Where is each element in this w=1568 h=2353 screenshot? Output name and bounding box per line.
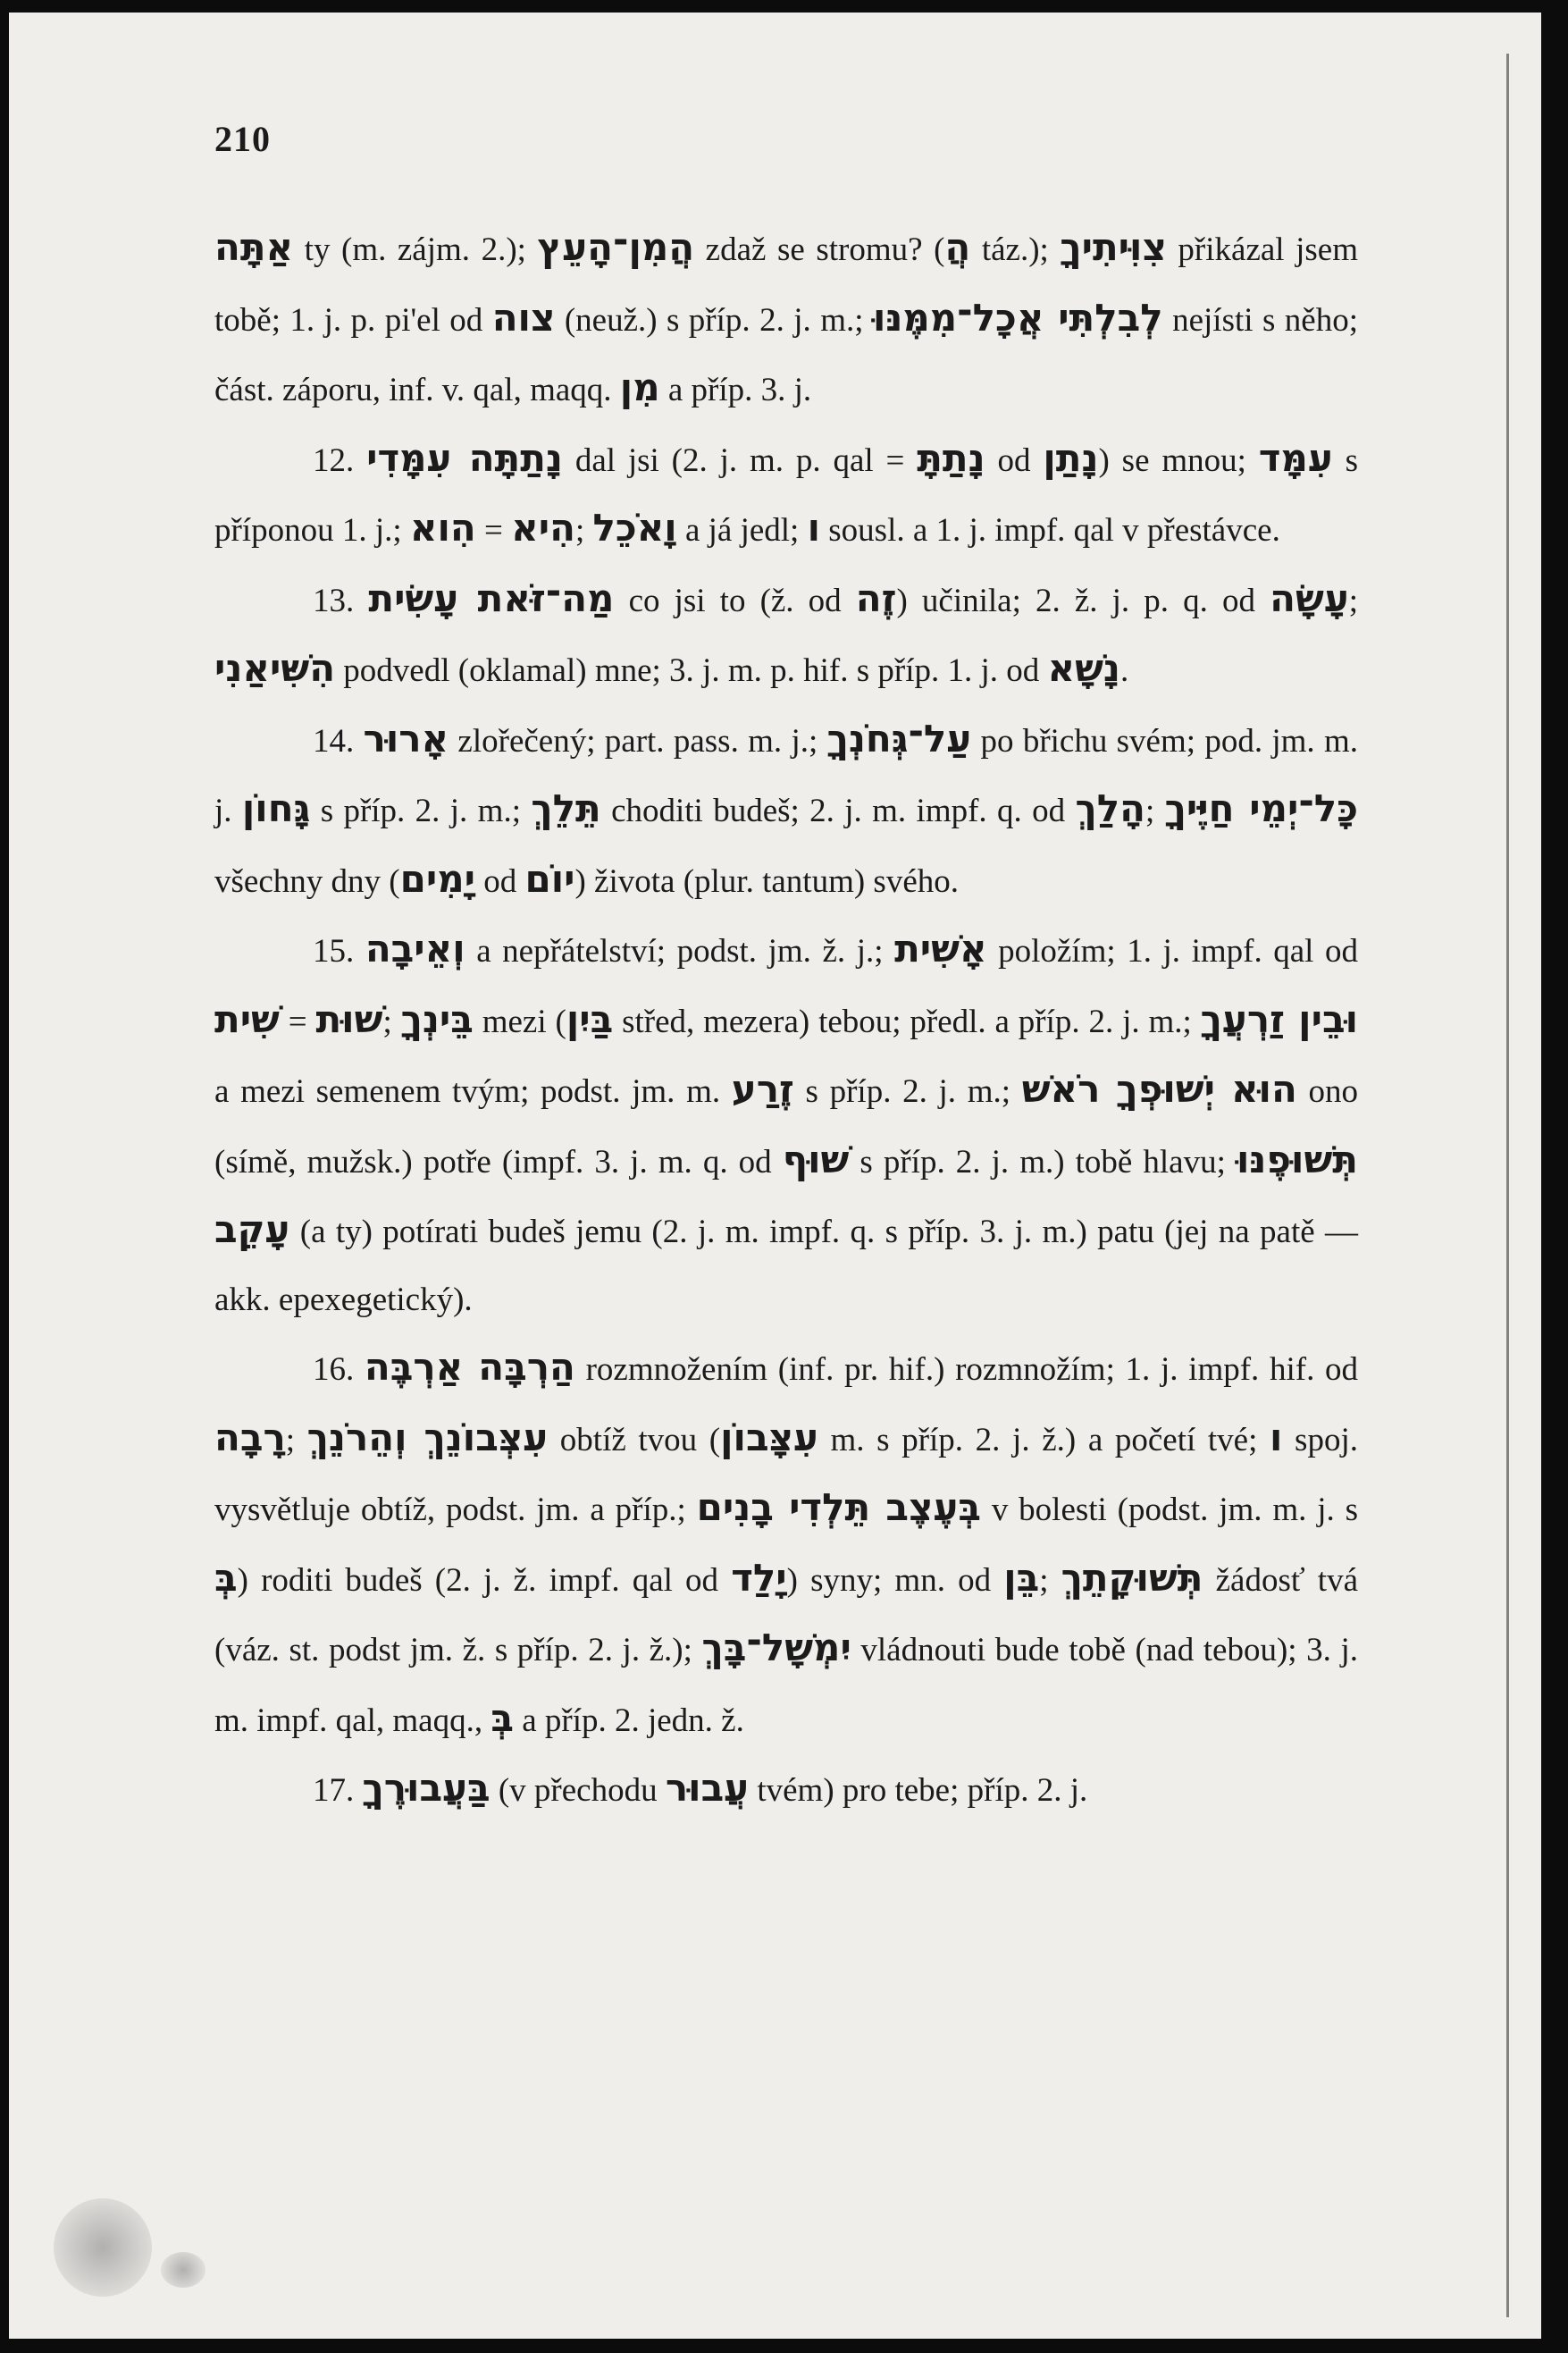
hebrew-term: גָּחוֹן — [241, 786, 311, 830]
page-body — [214, 107, 1358, 1825]
gloss-text: 15. — [313, 933, 365, 970]
gloss-text: 16. — [313, 1351, 365, 1388]
gloss-text: 14. — [313, 722, 364, 760]
gloss-text: s příp. 2. j. m.; — [310, 793, 532, 829]
hebrew-term: בְּ — [214, 1555, 238, 1600]
hebrew-term: וּבֵין זַרְעֲךָ — [1200, 996, 1358, 1041]
paragraph-list — [214, 214, 1358, 1825]
hebrew-term: נָתַן — [1043, 435, 1099, 480]
gloss-text: přikázal jsem tobě; 1. j. p. pi'el od — [214, 231, 1358, 339]
hebrew-term: עָשָׂה — [1270, 576, 1349, 620]
hebrew-term: הָלַךְ — [1075, 786, 1146, 830]
hebrew-term: תְּשׁוּקָתֵךְ — [1061, 1555, 1203, 1600]
gloss-text: (neuž.) s příp. 2. j. m.; — [555, 301, 873, 339]
gloss-text: ) syny; mn. od — [786, 1561, 1004, 1599]
hebrew-term: וְאֵיבָה — [365, 927, 465, 971]
paragraph-p-13 — [214, 565, 1358, 705]
hebrew-term: לְבִלְתִּי אֲכָל־מִמֶּנּוּ — [872, 295, 1163, 340]
hebrew-term: שִׁית — [214, 996, 280, 1041]
gloss-text: s příponou 1. j.; — [214, 441, 1359, 549]
hebrew-term: הִיא — [511, 506, 575, 550]
page-edge-line — [1506, 54, 1509, 2317]
hebrew-term: הִשִּׁיאַנִי — [214, 646, 336, 690]
hebrew-term: הֲ — [944, 225, 971, 269]
gloss-text: po břichu svém; pod. jm. m. j. — [214, 722, 1359, 829]
hebrew-term: זֶה — [855, 576, 897, 620]
gloss-text: 17. — [313, 1772, 363, 1809]
gloss-text: mezi ( — [473, 1003, 566, 1040]
hebrew-term: יִמְשָׁל־בָּךְ — [701, 1626, 851, 1669]
gloss-text: a příp. 2. jedn. ž. — [513, 1702, 744, 1739]
paragraph-p-12 — [214, 424, 1358, 565]
hebrew-term: עִצְּבוֹנֵךְ וְהֵרֹנֵךְ — [306, 1415, 549, 1459]
hebrew-term: בֵּינְךָ — [400, 996, 474, 1041]
gloss-text: (v přechodu — [490, 1772, 666, 1809]
page-number: 210 — [214, 119, 271, 159]
gloss-text: sousl. a 1. j. impf. qal v přestávce. — [820, 512, 1280, 549]
hebrew-term: צִוִּיתִיךָ — [1060, 225, 1167, 269]
gloss-text: ) života (plur. tantum) svého. — [574, 862, 959, 900]
hebrew-term: בְּ — [491, 1695, 514, 1740]
scan-smudge — [54, 2198, 152, 2297]
gloss-text: od — [474, 862, 525, 900]
gloss-text: střed, mezera) tebou; předl. a příp. 2. j. m.; — [613, 1003, 1201, 1040]
gloss-text: od — [985, 441, 1044, 479]
hebrew-term: רָבָה — [214, 1415, 286, 1459]
hebrew-term: אָרוּר — [363, 716, 449, 761]
gloss-text: . — [1119, 652, 1129, 689]
hebrew-term: עִמָּד — [1258, 435, 1333, 480]
gloss-text: a nepřátelství; podst. jm. ž. j.; — [465, 933, 895, 970]
gloss-text: ; — [1145, 793, 1165, 829]
gloss-text: 13. — [313, 582, 369, 619]
gloss-text: dal jsi (2. j. m. p. qal = — [562, 441, 918, 479]
hebrew-term: אַתָּה — [214, 225, 294, 269]
gloss-text: ono (símě, mužsk.) potře (impf. 3. j. m. q. od — [214, 1073, 1359, 1181]
gloss-text: všechny dny ( — [214, 862, 400, 900]
paragraph-p-16 — [214, 1333, 1358, 1754]
gloss-text: ; — [285, 1421, 307, 1458]
gloss-text: ) roditi budeš (2. j. ž. impf. qal od — [237, 1561, 732, 1599]
gloss-text: vládnouti bude tobě (nad tebou); 3. j. m. impf. qal, maqq., — [214, 1632, 1358, 1739]
gloss-text: s příp. 2. j. m.) tobě hlavu; — [849, 1143, 1237, 1181]
gloss-text: ) učinila; 2. ž. j. p. q. od — [896, 582, 1270, 619]
hebrew-term: זֶרַע — [731, 1067, 794, 1111]
gloss-text: ; — [1348, 582, 1359, 619]
hebrew-term: אָשִׁית — [894, 927, 987, 971]
gloss-text: táz.); — [970, 231, 1061, 268]
gloss-text: s příp. 2. j. m.; — [793, 1073, 1022, 1110]
hebrew-term: שׁוּף — [782, 1137, 850, 1181]
gloss-text: a já jedl; — [676, 512, 808, 549]
hebrew-term: נָתַתָּ — [917, 435, 985, 480]
gloss-text: = — [475, 512, 512, 549]
gloss-text: = — [279, 1003, 316, 1040]
gloss-text: ty (m. zájm. 2.); — [293, 231, 538, 268]
hebrew-term: מַה־זֹּאת עָשִׂית — [368, 576, 615, 620]
hebrew-term: כָּל־יְמֵי חַיֶּיךָ — [1164, 786, 1359, 830]
hebrew-term: בַּעֲבוּרֶךָ — [362, 1766, 491, 1810]
paragraph-p-15 — [214, 915, 1358, 1333]
hebrew-term: עִצָּבוֹן — [720, 1415, 818, 1459]
gloss-text: obtíž tvou ( — [548, 1421, 721, 1458]
gloss-text: položím; 1. j. impf. qal od — [986, 933, 1359, 970]
hebrew-term: בְּעֶצֶב תֵּלְדִי בָנִים — [696, 1485, 981, 1529]
gloss-text: ; — [382, 1003, 401, 1040]
hebrew-term: יָלַד — [731, 1555, 787, 1600]
hebrew-term: הִוא — [409, 506, 476, 550]
hebrew-term: יוֹם — [524, 856, 575, 901]
gloss-text: tvém) pro tebe; příp. 2. j. — [749, 1772, 1088, 1809]
gloss-text: a příp. 3. j. — [659, 372, 812, 408]
gloss-text: rozmnožením (inf. pr. hif.) rozmnožím; 1. j. impf. hif. od — [574, 1351, 1358, 1388]
hebrew-term: בַּיִן — [566, 996, 614, 1041]
gloss-text: podvedl (oklamal) mne; 3. j. m. p. hif. s příp. 1. j. od — [335, 652, 1048, 689]
paragraph-p-17 — [214, 1754, 1358, 1825]
hebrew-term: ו — [1270, 1415, 1283, 1459]
hebrew-term: צוה — [491, 295, 556, 340]
hebrew-term: תֵּלֵךְ — [531, 786, 601, 830]
gloss-text: (a ty) potírati budeš jemu (2. j. m. impf. q. s příp. 3. j. m.) patu (jej na patě — akk. epexegetický). — [214, 1214, 1358, 1318]
gloss-text: spoj. vysvětluje obtíž, podst. jm. a příp.; — [214, 1421, 1358, 1528]
hebrew-term: עֲבוּר — [665, 1766, 750, 1810]
hebrew-term: מִן — [619, 366, 660, 409]
hebrew-term: הַרְבָּה אַרְבֶּה — [364, 1345, 575, 1389]
hebrew-term: ו — [807, 506, 821, 550]
hebrew-term: עַל־גְּחֹנְךָ — [826, 716, 972, 761]
scan-smudge — [161, 2252, 205, 2288]
hebrew-term: שׁוּת — [315, 996, 383, 1041]
hebrew-term: יָמִים — [399, 856, 475, 901]
gloss-text: zdaž se stromu? ( — [694, 231, 945, 268]
gloss-text: ) se mnou; — [1098, 441, 1259, 479]
hebrew-term: תְּשׁוּפֶנּוּ עָקֵב — [214, 1137, 1358, 1251]
hebrew-term: וָאֹכֵל — [592, 506, 677, 550]
paragraph-p-14 — [214, 705, 1358, 916]
gloss-text: nejísti s něho; část. záporu, inf. v. qal, maqq. — [214, 301, 1358, 408]
gloss-text: v bolesti (podst. jm. m. j. s — [981, 1492, 1359, 1528]
gloss-text: a mezi semenem tvým; podst. jm. m. — [214, 1073, 732, 1110]
gloss-text: žádosť tvá (váz. st. podst jm. ž. s příp. 2. j. ž.); — [214, 1561, 1359, 1668]
hebrew-term: בֵּן — [1003, 1555, 1040, 1600]
paragraph-p-cont — [214, 214, 1358, 424]
hebrew-term: הֲמִן־הָעֵץ — [537, 225, 695, 269]
hebrew-term: נָשָׁא — [1047, 646, 1120, 690]
gloss-text: zlořečený; part. pass. m. j.; — [449, 722, 827, 760]
gloss-text: choditi budeš; 2. j. m. impf. q. od — [600, 793, 1076, 829]
gloss-text: ; — [574, 512, 593, 549]
gloss-text: co jsi to (ž. od — [614, 582, 856, 619]
gloss-text: 12. — [313, 441, 367, 479]
hebrew-term: הוּא יְשׁוּפְךָ רֹאשׁ — [1021, 1067, 1297, 1111]
gloss-text: m. s příp. 2. j. ž.) a početí tvé; — [818, 1421, 1270, 1458]
hebrew-term: נָתַתָּה עִמָּדִי — [366, 435, 563, 480]
gloss-text: ; — [1039, 1561, 1061, 1599]
